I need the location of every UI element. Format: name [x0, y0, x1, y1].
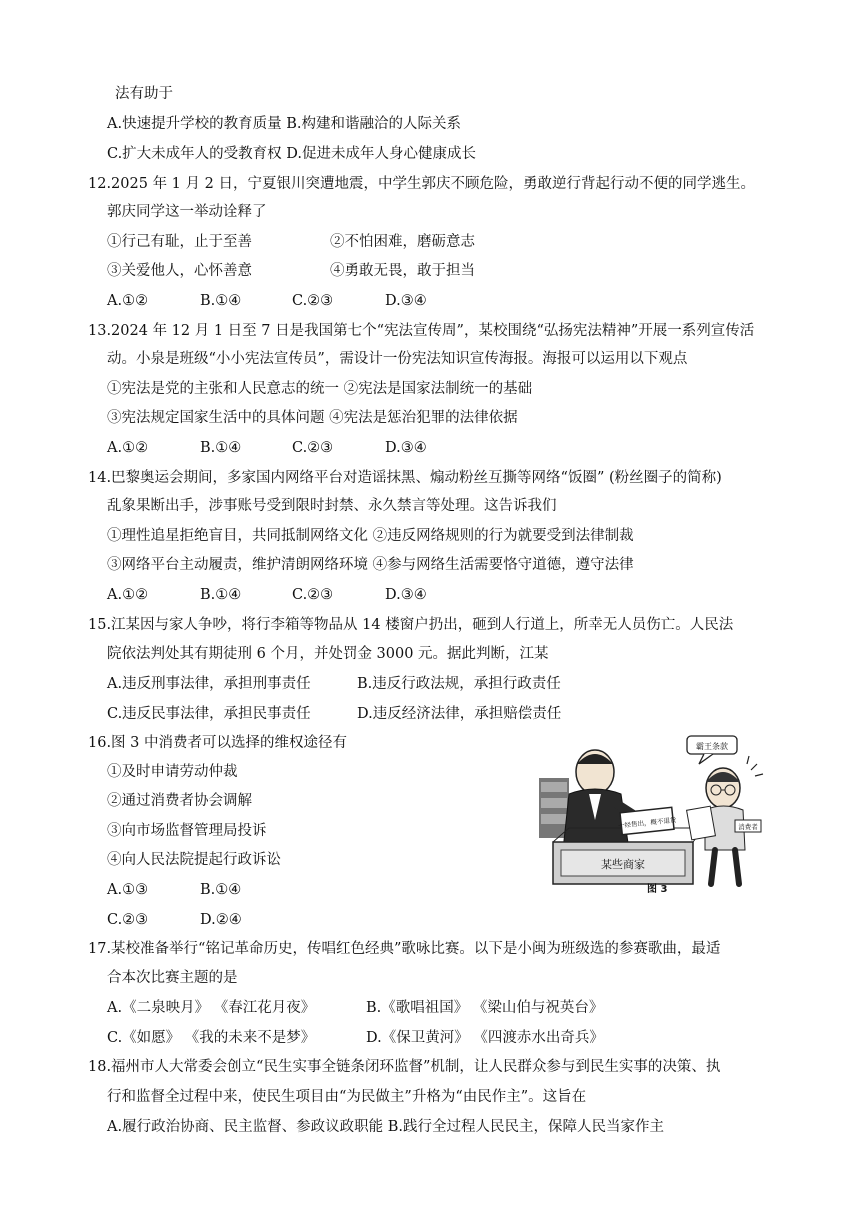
counter-label: 某些商家 [601, 858, 645, 871]
speech-bubble [687, 736, 737, 764]
option-a: A.①② [107, 440, 149, 456]
receipt-paper [687, 806, 716, 840]
option-b: B.①④ [200, 882, 242, 898]
question-17-stem: 17.某校准备举行“铭记革命历史，传唱红色经典”歌咏比赛。以下是小闽为班级选的参赛歌曲，最适 [88, 941, 721, 957]
option-b: B.①④ [200, 440, 242, 456]
option-d: D.违反经济法律，承担赔偿责任 [357, 706, 562, 722]
consumer-figure [687, 756, 763, 884]
merchant-figure [563, 750, 651, 850]
option-c: C.②③ [292, 587, 334, 603]
question-15-stem-cont: 院依法判处其有期徒刑 6 个月，并处罚金 3000 元。据此判断，江某 [107, 646, 549, 662]
option-b: B.①④ [200, 293, 242, 309]
option-c: C.《如愿》 《我的未来不是梦》 [107, 1030, 316, 1046]
statement-1: ①行己有耻，止于至善 [107, 234, 252, 250]
statements-3-4: ③网络平台主动履责，维护清朗网络环境 ④参与网络生活需要恪守道德，遵守法律 [107, 557, 634, 573]
option-c: C.②③ [292, 293, 334, 309]
question-15-stem: 15.江某因与家人争吵，将行李箱等物品从 14 楼窗户扔出，砸到人行道上，所幸无人员伤亡。人民法 [88, 617, 734, 633]
statement-3: ③向市场监督管理局投诉 [107, 823, 267, 839]
statements-1-2: ①宪法是党的主张和人民意志的统一 ②宪法是国家法制统一的基础 [107, 381, 533, 397]
option-a: A.①③ [107, 882, 149, 898]
sign-board [618, 807, 678, 834]
statement-4: ④向人民法院提起行政诉讼 [107, 852, 281, 868]
question-18-stem: 18.福州市人大常委会创立“民生实事全链条闭环监督”机制，让人民群众参与到民生实事的决策、执 [88, 1059, 721, 1075]
option-a: A.《二泉映月》 《春江花月夜》 [107, 1000, 316, 1016]
option-line: A.履行政治协商、民主监督、参政议政职能 B.践行全过程人民民主，保障人民当家作主 [107, 1119, 664, 1135]
statement-2: ②通过消费者协会调解 [107, 793, 252, 809]
option-d: D.《保卫黄河》 《四渡赤水出奇兵》 [366, 1030, 604, 1046]
question-14-stem-cont: 乱象果断出手，涉事账号受到限时封禁、永久禁言等处理。这告诉我们 [107, 498, 557, 514]
question-14-stem: 14.巴黎奥运会期间，多家国内网络平台对造谣抹黑、煽动粉丝互撕等网络“饭圈” (粉丝圈子的简称) [88, 470, 722, 486]
option-b: B.违反行政法规，承担行政责任 [357, 676, 561, 692]
option-d: D.③④ [385, 440, 427, 456]
question-18-stem-cont: 行和监督全过程中来，使民生项目由“为民做主”升格为“由民作主”。这旨在 [107, 1089, 587, 1105]
statement-4: ④勇敢无畏，敢于担当 [330, 263, 475, 279]
option-d: D.③④ [385, 587, 427, 603]
statement-1: ①及时申请劳动仲裁 [107, 764, 238, 780]
question-17-stem-cont: 合本次比赛主题的是 [107, 970, 238, 986]
question-13-stem: 13.2024 年 12 月 1 日至 7 日是我国第七个“宪法宣传周”，某校围绕“弘扬宪法精神”开展一系列宣传活 [88, 323, 755, 339]
option-a: A.违反刑事法律，承担刑事责任 [107, 676, 311, 692]
option-line: A.快速提升学校的教育质量 B.构建和谐融洽的人际关系 [107, 116, 461, 132]
question-text: 法有助于 [115, 86, 173, 102]
option-a: A.①② [107, 587, 149, 603]
svg-text:一经售出，概不退货: 一经售出，概不退货 [617, 815, 677, 831]
statements-1-2: ①理性追星拒绝盲目，共同抵制网络文化 ②违反网络规则的行为就要受到法律制裁 [107, 528, 634, 544]
option-d: D.②④ [200, 912, 242, 928]
option-c: C.②③ [292, 440, 334, 456]
option-c: C.违反民事法律，承担民事责任 [107, 706, 311, 722]
option-a: A.①② [107, 293, 149, 309]
figure-caption: 图 3 [647, 884, 668, 895]
option-d: D.③④ [385, 293, 427, 309]
statements-3-4: ③宪法规定国家生活中的具体问题 ④宪法是惩治犯罪的法律依据 [107, 410, 518, 426]
consumer-badge: 消费者 [738, 823, 758, 831]
option-c: C.②③ [107, 912, 149, 928]
option-b: B.《歌唱祖国》 《梁山伯与祝英台》 [366, 1000, 604, 1016]
option-line: C.扩大未成年人的受教育权 D.促进未成年人身心健康成长 [107, 146, 477, 162]
svg-text:霸王条款: 霸王条款 [696, 742, 728, 751]
question-12-stem: 12.2025 年 1 月 2 日，宁夏银川突遭地震，中学生郭庆不顾危险，勇敢逆行背起行动不便的同学逃生。 [88, 176, 755, 192]
question-16-stem: 16.图 3 中消费者可以选择的维权途径有 [88, 735, 348, 751]
statement-2: ②不怕困难，磨砺意志 [330, 234, 475, 250]
option-b: B.①④ [200, 587, 242, 603]
statement-3: ③关爱他人，心怀善意 [107, 263, 252, 279]
question-12-stem-cont: 郭庆同学这一举动诠释了 [107, 204, 267, 220]
question-13-stem-cont: 动。小泉是班级“小小宪法宣传员”，需设计一份宪法知识宣传海报。海报可以运用以下观点 [107, 351, 688, 367]
figure-3-cartoon [539, 730, 781, 896]
